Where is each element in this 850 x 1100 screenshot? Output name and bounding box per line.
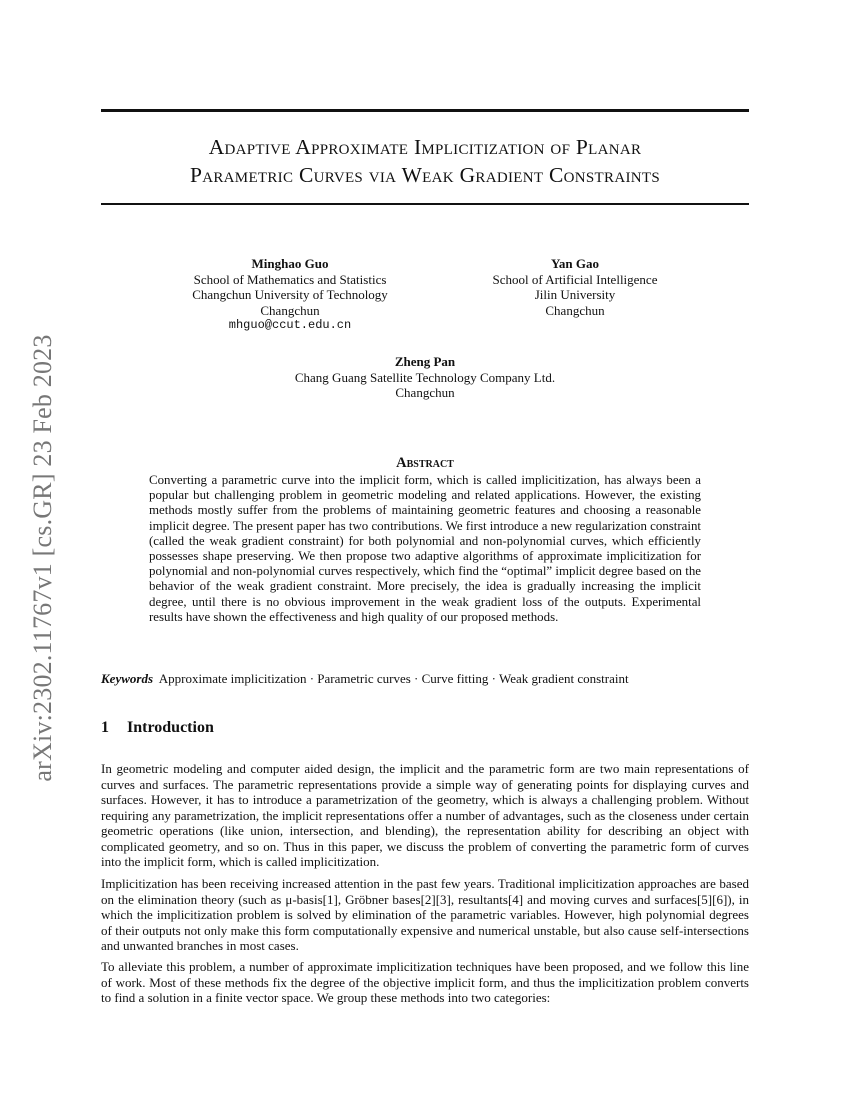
author-affiliation: Chang Guang Satellite Technology Company Ltd. <box>294 369 556 385</box>
abstract-text: Converting a parametric curve into the implicit form, which is called implicitization, has always been a popular but challenging problem in geometric modeling and related applications. However, the existing methods mostly suffer from the problems of maintaining geometric features and choosing a reasonable implicit degree. The present paper has two contributions. We first introduce a new regularization constraint (called the weak gradient constraint) for both polynomial and non-polynomial curves, which efficiently possesses shape preserving. We then propose two adaptive algorithms of approximate implicitization for polynomial and non-polynomial curves respectively, which find the “optimal” implicit degree based on the behavior of the weak gradient constraint. More precisely, the idea is gradually increasing the implicit degree, until there is no obvious improvement in the weak gradient loss of the outputs. Experimental results have shown the effectiveness and high quality of our proposed methods. <box>149 473 701 624</box>
arxiv-stamp: arXiv:2302.11767v1 [cs.GR] 23 Feb 2023 <box>28 334 57 782</box>
section-number: 1 <box>101 719 109 736</box>
title-line-1: Adaptive Approximate Implicitization of Planar <box>208 135 642 159</box>
paragraph-text: In geometric modeling and computer aided design, the implicit and the parametric form are two main representations of curves and surfaces. The parametric representations provide a simple way of generating points for displaying curves and surfaces. However, it has to introduce a parametrization of the geometry, which is always a challenging problem. Without requiring any parametrization, the implicit representations offer a number of advantages, such as the closeness under certain geometric operations (like union, intersection, and blending), the representation ability for describing an object with complicated geometry, and so on. Thus in this paper, we discuss the problem of converting the parametric form of curves into the implicit form, which is called implicitization. <box>101 761 749 869</box>
abstract-heading: Abstract <box>396 455 454 471</box>
author-name: Minghao Guo <box>251 256 329 271</box>
author-affiliation: Changchun <box>260 302 320 318</box>
author-affiliation: Changchun <box>545 302 605 318</box>
paper-title <box>101 133 749 189</box>
author-block <box>225 354 625 401</box>
paragraph-text: To alleviate this problem, a number of approximate implicitization techniques have been proposed, and we follow this line of work. Most of these methods fix the degree of the objective implicit form, and thus the implicitization problem converts to find a solution in a finite vector space. We group these methods into two categories: <box>101 959 749 1005</box>
paragraph <box>101 876 749 954</box>
author-block <box>440 256 710 318</box>
title-rule-bottom <box>101 203 749 205</box>
author-affiliation: Changchun University of Technology <box>192 287 388 302</box>
author-name: Yan Gao <box>550 256 600 271</box>
author-affiliation: School of Artificial Intelligence <box>492 271 658 287</box>
keywords-text: Approximate implicitization · Parametric curves · Curve fitting · Weak gradient constraint <box>158 671 629 686</box>
paragraph-text: Implicitization has been receiving increased attention in the past few years. Traditional implicitization approaches are based on the elimination theory (such as μ-basis[1], Gröbner bases[2][3], resultants[4] and moving curves and surfaces[5][6]), in which the implicitization problem is solved by elimination of the parametric variables. However, high polynomial degrees of their outputs not only make this form computationally expensive and numerical unstable, but also cause self-intersections and unwanted branches in most cases. <box>101 876 749 953</box>
author-affiliation: School of Mathematics and Statistics <box>193 271 387 287</box>
title-line-2: Parametric Curves via Weak Gradient Constraints <box>189 163 660 187</box>
author-affiliation: Jilin University <box>534 287 616 302</box>
author-name: Zheng Pan <box>394 354 456 369</box>
author-affiliation: Changchun <box>395 385 455 400</box>
title-rule-top <box>101 109 749 112</box>
keywords <box>101 671 749 687</box>
paragraph <box>101 959 749 1006</box>
section-heading <box>101 719 214 737</box>
section-title: Introduction <box>127 719 214 736</box>
paragraph <box>101 761 749 870</box>
author-block <box>150 256 430 334</box>
author-email[interactable]: mhguo@ccut.edu.cn <box>228 318 352 332</box>
keywords-label: Keywords <box>101 671 153 686</box>
